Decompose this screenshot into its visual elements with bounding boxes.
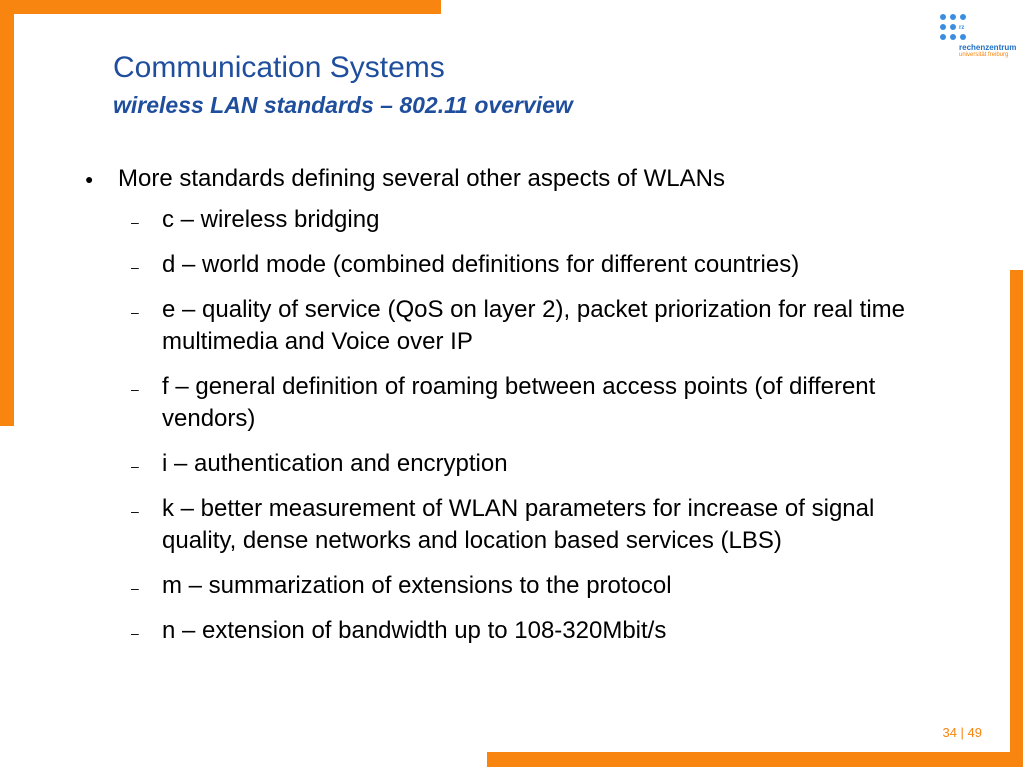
list-item (131, 371, 951, 435)
list-item (131, 249, 951, 281)
dash-bullet-icon: – (131, 580, 139, 596)
main-bullet-text: More standards defining several other aspects of WLANs (118, 165, 725, 192)
list-item (131, 204, 951, 236)
list-item (131, 615, 951, 647)
slide-title: Communication Systems (113, 51, 445, 84)
list-item (131, 448, 951, 480)
list-item (131, 493, 951, 557)
top-accent-bar (0, 0, 441, 14)
dash-bullet-icon: – (131, 304, 139, 320)
list-item-text: n – extension of bandwidth up to 108-320Mbit/s (162, 617, 667, 644)
left-accent-bar (0, 0, 14, 426)
list-item-text: e – quality of service (QoS on layer 2), packet priorization for real time multimedia and Voice over IP (162, 296, 905, 355)
logo-name-line2: universität freiburg (959, 52, 1009, 58)
dash-bullet-icon: – (131, 214, 139, 230)
sub-bullet-list (131, 204, 951, 660)
dash-bullet-icon: – (131, 503, 139, 519)
dash-bullet-icon: – (131, 458, 139, 474)
dash-bullet-icon: – (131, 381, 139, 397)
slide-subtitle: wireless LAN standards – 802.11 overview (113, 92, 573, 118)
bullet-dot-icon: ● (85, 171, 94, 187)
list-item-text: i – authentication and encryption (162, 450, 508, 477)
page-number: 34 | 49 (942, 725, 982, 740)
rechenzentrum-logo (940, 14, 1017, 64)
list-item (131, 570, 951, 602)
list-item-text: f – general definition of roaming between access points (of different vendors) (162, 373, 876, 432)
list-item-text: m – summarization of extensions to the protocol (162, 572, 672, 599)
list-item (131, 294, 951, 358)
bottom-accent-bar (487, 752, 1023, 767)
list-item-text: k – better measurement of WLAN parameters for increase of signal quality, dense networks and location based services (LBS) (162, 495, 875, 554)
logo-badge: rz (959, 25, 965, 31)
list-item-text: c – wireless bridging (162, 206, 380, 233)
logo-name-line1: rechenzentrum (959, 43, 1017, 52)
right-accent-bar (1010, 270, 1023, 767)
list-item-text: d – world mode (combined definitions for different countries) (162, 251, 800, 278)
dash-bullet-icon: – (131, 259, 139, 275)
dash-bullet-icon: – (131, 625, 139, 641)
